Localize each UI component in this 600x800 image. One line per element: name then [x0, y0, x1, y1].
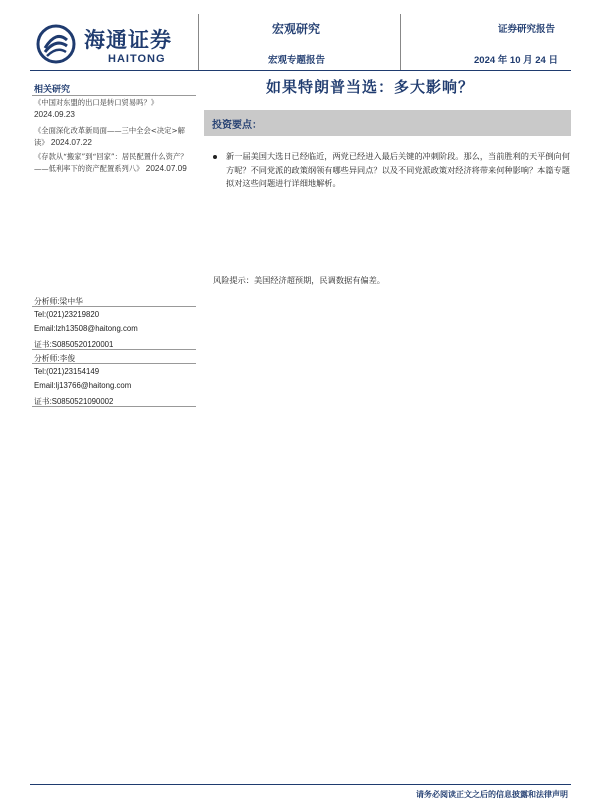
haitong-logo-icon — [36, 24, 76, 64]
report-type: 证券研究报告 — [498, 24, 556, 35]
analyst-cert: 证书:S0850520120001 — [34, 340, 114, 349]
report-category: 宏观研究 — [272, 22, 321, 36]
analyst-cert: 证书:S0850521090002 — [34, 397, 114, 406]
related-item-title[interactable]: 《中国对东盟的出口是转口贸易吗？》 — [34, 98, 159, 107]
related-item-date: 2024.07.09 — [145, 163, 187, 173]
header-divider — [198, 14, 199, 70]
related-item-date: 2024.09.23 — [34, 109, 75, 119]
header-divider — [400, 14, 401, 70]
related-item-date: 2024.07.22 — [50, 137, 92, 147]
key-points-label: 投资要点： — [212, 120, 262, 131]
bullet-icon — [213, 155, 217, 159]
divider — [32, 349, 196, 350]
analyst-name: 分析师:李俊 — [34, 354, 76, 363]
risk-warning: 风险提示：美国经济超预期，民调数据有偏差。 — [213, 275, 385, 285]
analyst-email[interactable]: Email:lj13766@haitong.com — [34, 381, 132, 390]
analyst-tel: Tel:(021)23219820 — [34, 310, 100, 319]
report-date: 2024 年 10 月 24 日 — [474, 55, 558, 66]
analyst-tel: Tel:(021)23154149 — [34, 367, 100, 376]
divider — [32, 95, 196, 96]
analyst-name: 分析师:梁中华 — [34, 297, 83, 306]
brand-name-cn: 海通证券 — [84, 27, 172, 52]
brand-name-en: HAITONG — [108, 53, 166, 65]
related-research-title: 相关研究 — [34, 85, 71, 95]
related-item[interactable] — [34, 97, 198, 120]
report-subcategory: 宏观专题报告 — [268, 55, 326, 66]
divider — [32, 306, 196, 307]
related-item-title[interactable]: 《存款从“搬家”到“回家”：居民配置什么资产？——低利率下的资产配置系列八》 — [34, 152, 188, 173]
related-item[interactable] — [34, 125, 198, 148]
haitong-logo — [36, 22, 186, 68]
header-rule — [30, 70, 571, 71]
related-item-title[interactable]: 《全面深化改革新局面——三中全会<决定>解读》 — [34, 126, 185, 147]
divider — [32, 406, 196, 407]
related-item[interactable] — [34, 151, 198, 174]
footer-disclaimer: 请务必阅读正文之后的信息披露和法律声明 — [416, 789, 568, 799]
footer-rule — [30, 784, 571, 785]
divider — [32, 363, 196, 364]
analyst-email[interactable]: Email:lzh13508@haitong.com — [34, 324, 138, 333]
report-title: 如果特朗普当选：多大影响？ — [266, 78, 475, 96]
key-points-paragraph: 新一届美国大选日已经临近，两党已经进入最后关键的冲刺阶段。那么，当前胜利的天平倒向何方呢？不同党派的政策纲领有哪些异同点？以及不同党派政策对经济将带来何种影响？本篇专题拟对这些问题进行详细地解析。 — [226, 151, 570, 188]
